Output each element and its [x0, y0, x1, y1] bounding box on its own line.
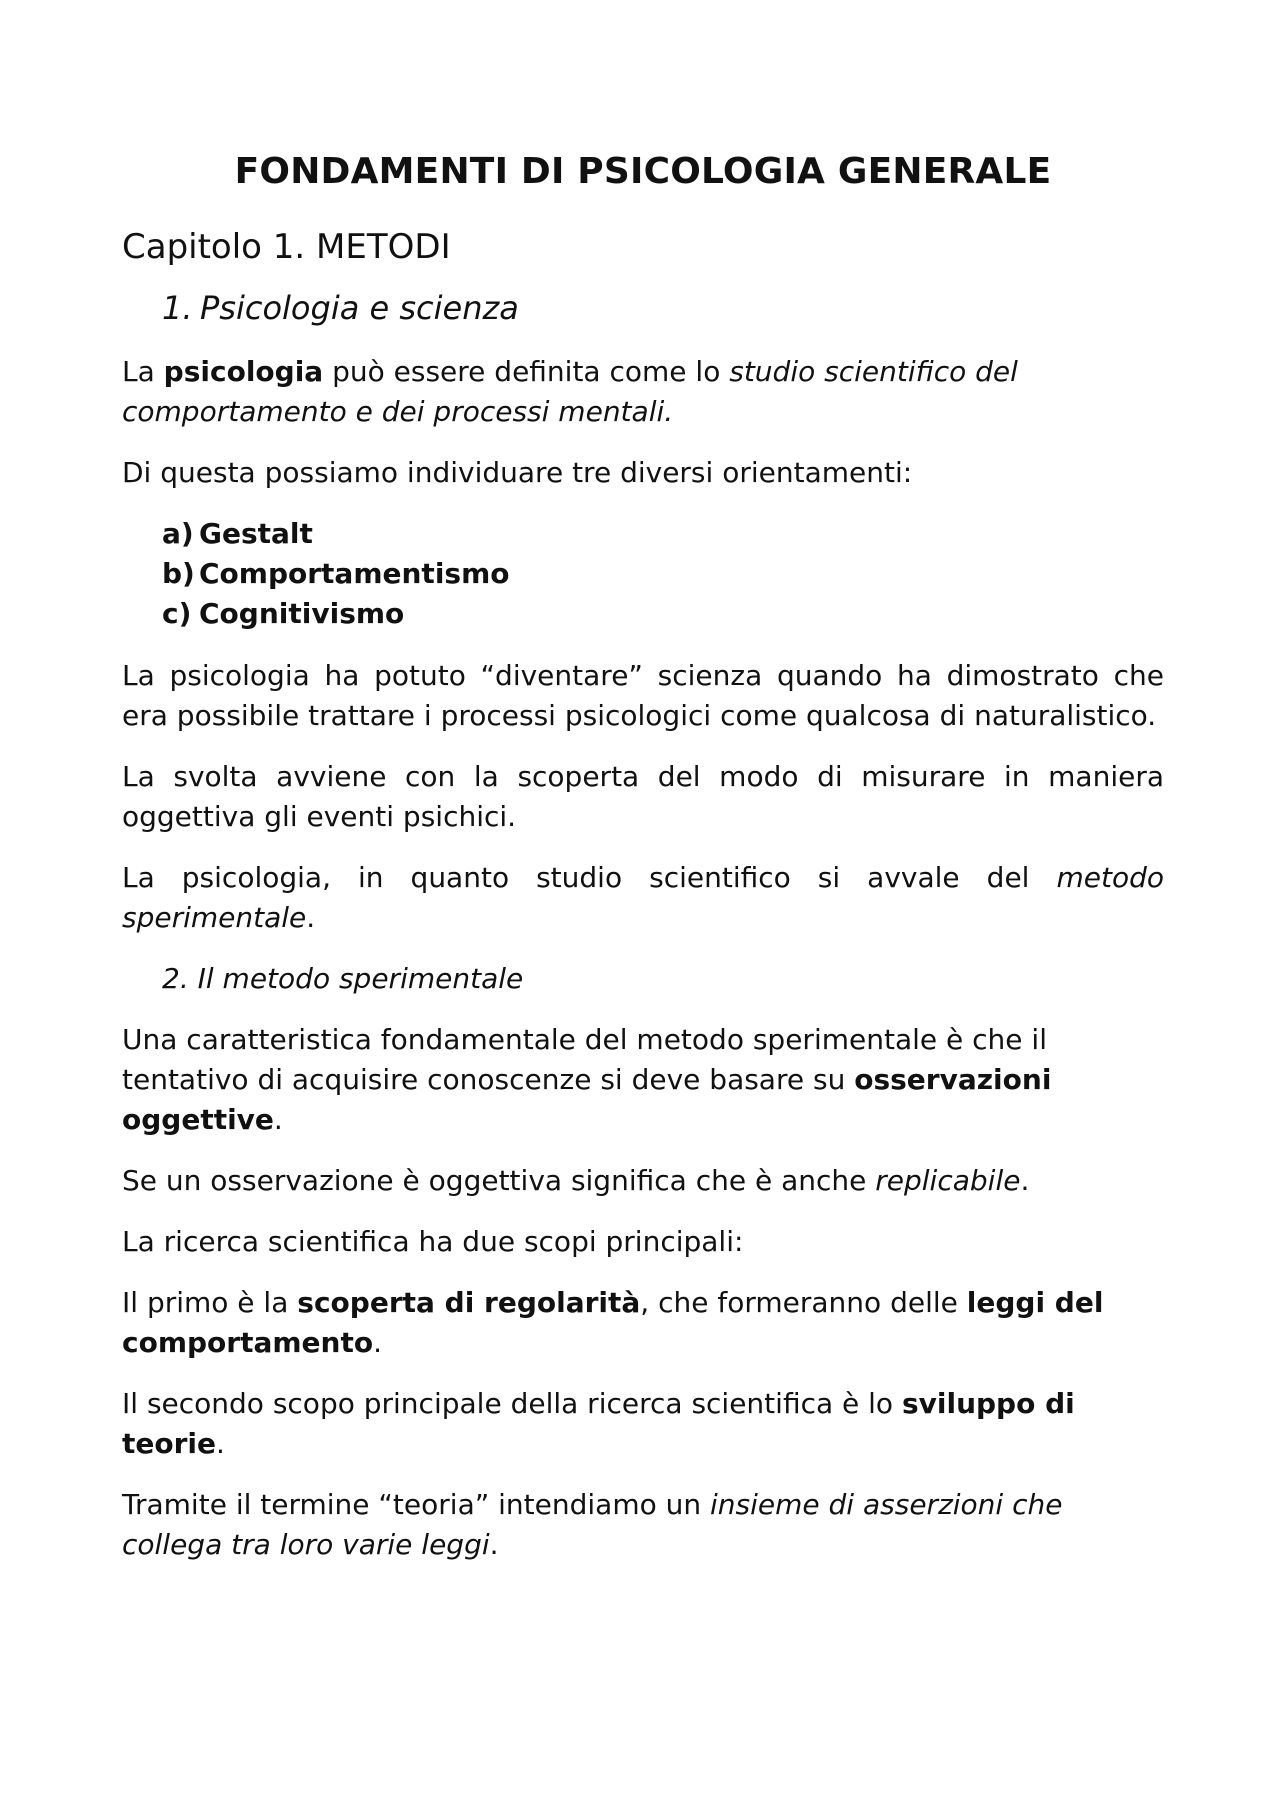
italic-term: insieme di asserzioni che collega tra loro varie leggi — [122, 1487, 1063, 1561]
list-item — [162, 514, 1164, 554]
text-run: . — [1020, 1163, 1030, 1197]
paragraph-orientations-intro: Di questa possiamo individuare tre diversi orientamenti: — [122, 455, 913, 489]
paragraph-definition — [122, 352, 1164, 432]
text-run: Il primo è la — [122, 1285, 298, 1319]
list-marker: c) — [162, 596, 192, 630]
section-number: 1. — [162, 288, 193, 327]
text-run: . — [306, 900, 316, 934]
text-run: può essere definita come lo — [323, 354, 730, 388]
paragraph-turning-point: La svolta avviene con la scoperta del modo di misurare in maniera oggettiva gli eventi psichici. — [122, 759, 1164, 833]
italic-term: metodo sperimentale — [122, 860, 1164, 934]
section-heading-2: 2. Il metodo sperimentale — [162, 961, 524, 995]
document-title: FONDAMENTI DI PSICOLOGIA GENERALE — [234, 151, 1052, 192]
paragraph-aims: La ricerca scientifica ha due scopi principali: — [122, 1224, 744, 1258]
paragraph-method — [122, 858, 1164, 938]
bold-term: osservazioni oggettive — [122, 1062, 1052, 1136]
orientations-list — [162, 514, 1164, 634]
text-run: Se un osservazione è oggettiva significa che è anche — [122, 1163, 876, 1197]
paragraph-theory — [122, 1485, 1164, 1565]
list-item-label: Cognitivismo — [199, 596, 405, 630]
paragraph-second-aim — [122, 1384, 1164, 1464]
list-item — [162, 554, 1164, 594]
paragraph-science: La psicologia ha potuto “diventare” scienza quando ha dimostrato che era possibile trattare i processi psicologici come qualcosa di naturalistico. — [122, 658, 1164, 732]
paragraph-characteristic — [122, 1020, 1164, 1140]
list-marker: a) — [162, 516, 194, 550]
text-run: La psicologia, in quanto studio scientifico si avvale del — [122, 860, 1057, 894]
list-item-label: Gestalt — [199, 516, 313, 550]
text-run: . — [273, 1102, 283, 1136]
italic-term: studio scientifico del comportamento e dei processi mentali. — [122, 354, 1018, 428]
text-run: . — [373, 1325, 383, 1359]
chapter-heading: Capitolo 1. METODI — [122, 227, 451, 268]
paragraph-first-aim — [122, 1283, 1164, 1363]
list-marker: b) — [162, 556, 195, 590]
italic-term: replicabile — [875, 1163, 1021, 1197]
text-run: . — [216, 1426, 225, 1460]
paragraph-replicable — [122, 1161, 1164, 1201]
text-run: . — [489, 1527, 499, 1561]
text-run: La — [122, 354, 164, 388]
document-page — [122, 150, 1164, 1586]
text-run: Una caratteristica fondamentale del metodo sperimentale è che il tentativo di acquisire conoscenze si deve basare su — [122, 1022, 1047, 1096]
list-item-label: Comportamentismo — [199, 556, 510, 590]
bold-term: psicologia — [163, 354, 324, 388]
list-item — [162, 594, 1164, 634]
section-title: Psicologia e scienza — [200, 288, 519, 327]
section-heading-1 — [162, 288, 1164, 330]
text-run: Il secondo scopo principale della ricerca scientifica è lo — [122, 1386, 902, 1420]
bold-term: sviluppo di teorie — [122, 1386, 1075, 1460]
bold-term: leggi del comportamento — [122, 1285, 1104, 1359]
text-run: Tramite il termine “teoria” intendiamo un — [122, 1487, 711, 1521]
text-run: , che formeranno delle — [640, 1285, 967, 1319]
bold-term: scoperta di regolarità — [297, 1285, 641, 1319]
